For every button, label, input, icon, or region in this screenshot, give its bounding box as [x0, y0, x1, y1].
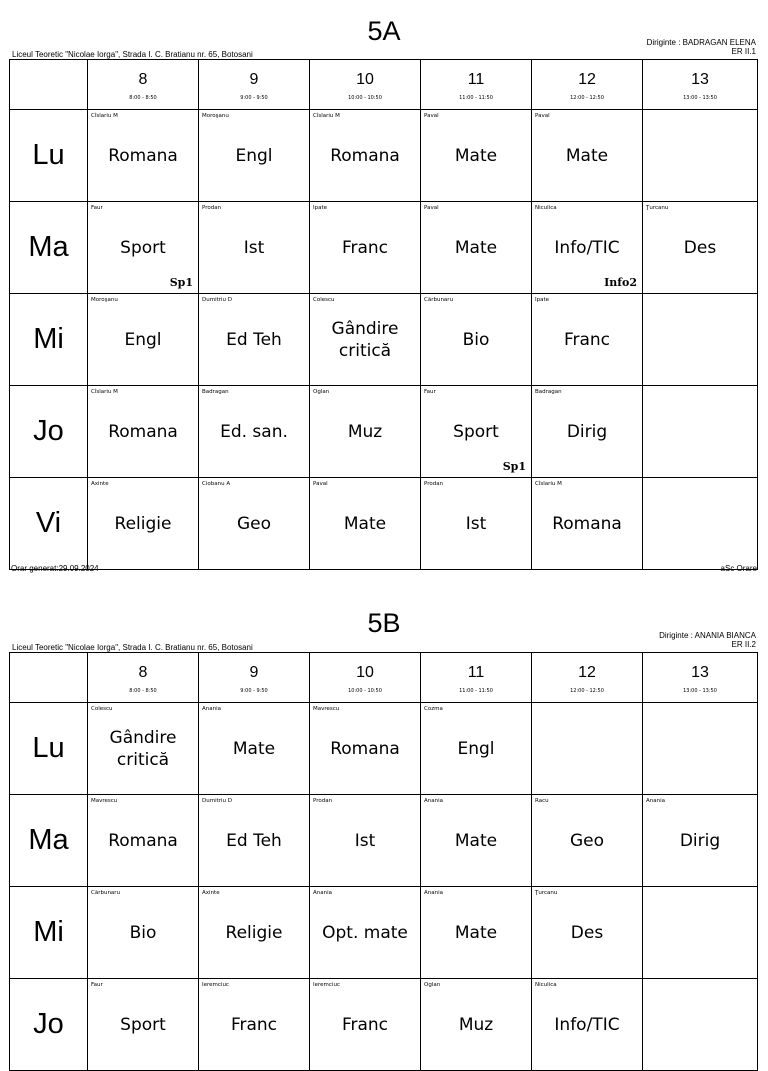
- period-number: 8: [138, 663, 148, 681]
- lesson-teacher: Moroşanu: [91, 297, 118, 303]
- lesson-teacher: Cîslariu M: [91, 113, 118, 119]
- lesson-cell: [643, 110, 758, 202]
- lesson-cell: [310, 202, 421, 294]
- period-number: 12: [578, 663, 596, 681]
- lesson-cell: [421, 703, 532, 795]
- lesson-subject: Franc: [341, 237, 389, 258]
- lesson-cell: [199, 386, 310, 478]
- lesson-subject: Info/TIC: [554, 237, 620, 258]
- lesson-cell: [88, 202, 199, 294]
- period-number: 12: [578, 70, 596, 88]
- lesson-teacher: Cîslariu M: [91, 389, 118, 395]
- lesson-subject: Engl: [124, 329, 162, 350]
- lesson-cell: [421, 202, 532, 294]
- software-credit: aSc Orare: [720, 564, 757, 573]
- lesson-subject: Muz: [347, 421, 383, 442]
- period-header-row: [10, 653, 758, 703]
- lesson-cell: [199, 979, 310, 1071]
- lesson-cell: [643, 887, 758, 979]
- homeroom-teacher: Diriginte : BADRAGAN ELENA: [646, 38, 756, 47]
- lesson-subject: Ed. san.: [220, 421, 288, 442]
- lesson-teacher: Ipate: [535, 297, 550, 303]
- lesson-cell: [199, 202, 310, 294]
- lesson-cell: [643, 202, 758, 294]
- lesson-room: Sp1: [169, 276, 193, 289]
- day-row: [10, 795, 758, 887]
- lesson-subject: Des: [683, 237, 717, 258]
- lesson-subject: Geo: [569, 830, 605, 851]
- period-header: [643, 60, 758, 110]
- homeroom-info: [647, 38, 756, 56]
- lesson-teacher: Axinte: [202, 890, 220, 896]
- lesson-cell: [88, 795, 199, 887]
- lesson-subject: [645, 110, 755, 201]
- period-number: 11: [467, 663, 485, 681]
- lesson-subject: Ist: [465, 513, 487, 534]
- lesson-cell: [643, 386, 758, 478]
- schedule-table: [9, 652, 758, 1071]
- lesson-subject: Romana: [108, 830, 178, 851]
- period-number: 10: [356, 663, 374, 681]
- lesson-cell: [643, 294, 758, 386]
- period-header: [199, 60, 310, 110]
- lesson-teacher: Colescu: [91, 706, 113, 712]
- period-header: [421, 60, 532, 110]
- lesson-subject: Bio: [462, 329, 490, 350]
- lesson-cell: [199, 294, 310, 386]
- period-header: [532, 653, 643, 703]
- lesson-subject: Religie: [114, 513, 172, 534]
- lesson-cell: [310, 703, 421, 795]
- lesson-cell: [532, 795, 643, 887]
- period-number: 13: [691, 663, 709, 681]
- lesson-subject: Romana: [108, 145, 178, 166]
- lesson-subject: Info/TIC: [554, 1014, 620, 1035]
- period-number: 9: [249, 70, 259, 88]
- lesson-subject: Mate: [454, 237, 498, 258]
- lesson-teacher: Ieremciuc: [202, 982, 229, 988]
- lesson-cell: [421, 110, 532, 202]
- lesson-subject: Sport: [120, 237, 166, 258]
- lesson-teacher: Ţurcanu: [535, 890, 558, 896]
- lesson-teacher: Mavrescu: [313, 706, 340, 712]
- lesson-teacher: Anania: [424, 890, 444, 896]
- day-label: Mi: [10, 294, 88, 386]
- lesson-cell: [532, 887, 643, 979]
- day-label: Jo: [10, 386, 88, 478]
- lesson-room: Info2: [604, 276, 637, 289]
- lesson-subject: [645, 294, 755, 385]
- lesson-teacher: Niculica: [535, 982, 557, 988]
- lesson-subject: Muz: [458, 1014, 494, 1035]
- period-header: [310, 60, 421, 110]
- lesson-subject: Mate: [565, 145, 609, 166]
- lesson-subject: Mate: [454, 830, 498, 851]
- lesson-cell: [532, 478, 643, 570]
- lesson-subject: Bio: [129, 922, 157, 943]
- period-time: 12:00 - 12:50: [570, 94, 604, 101]
- lesson-subject: Sport: [453, 421, 499, 442]
- day-label: Vi: [10, 478, 88, 570]
- homeroom-info: [659, 631, 756, 649]
- period-header: [643, 653, 758, 703]
- lesson-teacher: Paval: [424, 113, 439, 119]
- period-time: 13:00 - 13:50: [683, 94, 717, 101]
- lesson-teacher: Ieremciuc: [313, 982, 340, 988]
- period-time: 11:00 - 11:50: [459, 687, 493, 694]
- lesson-subject: Romana: [330, 145, 400, 166]
- lesson-cell: [199, 478, 310, 570]
- lesson-cell: [199, 887, 310, 979]
- lesson-teacher: Colescu: [313, 297, 335, 303]
- lesson-teacher: Paval: [535, 113, 550, 119]
- lesson-cell: [421, 386, 532, 478]
- lesson-teacher: Cîslariu M: [313, 113, 340, 119]
- lesson-cell: [199, 795, 310, 887]
- lesson-cell: [199, 703, 310, 795]
- lesson-subject: Romana: [108, 421, 178, 442]
- lesson-teacher: Cîslariu M: [535, 481, 562, 487]
- lesson-cell: [199, 110, 310, 202]
- lesson-subject: Franc: [341, 1014, 389, 1035]
- lesson-teacher: Anania: [202, 706, 222, 712]
- lesson-subject: Ed Teh: [226, 329, 282, 350]
- lesson-teacher: Moroşanu: [202, 113, 229, 119]
- day-label: Ma: [10, 202, 88, 294]
- period-header-row: [10, 60, 758, 110]
- lesson-subject: Romana: [330, 738, 400, 759]
- lesson-subject: Romana: [552, 513, 622, 534]
- homeroom-teacher: Diriginte : ANANIA BIANCA: [659, 631, 756, 640]
- period-time: 12:00 - 12:50: [570, 687, 604, 694]
- lesson-cell: [532, 294, 643, 386]
- lesson-teacher: Dumitriu D: [202, 297, 233, 303]
- period-time: 13:00 - 13:50: [683, 687, 717, 694]
- lesson-cell: [532, 703, 643, 795]
- lesson-cell: [643, 795, 758, 887]
- lesson-cell: [88, 703, 199, 795]
- day-row: [10, 294, 758, 386]
- lesson-subject: Franc: [230, 1014, 278, 1035]
- lesson-subject: Geo: [236, 513, 272, 534]
- day-row: [10, 887, 758, 979]
- lesson-teacher: Oglan: [313, 389, 330, 395]
- lesson-subject: Dirig: [566, 421, 608, 442]
- lesson-cell: [643, 478, 758, 570]
- class-title: 5B: [367, 608, 401, 638]
- generated-date: Orar generat:29.09.2024: [11, 564, 99, 573]
- lesson-teacher: Dumitriu D: [202, 798, 233, 804]
- lesson-teacher: Badragan: [202, 389, 229, 395]
- lesson-teacher: Badragan: [535, 389, 562, 395]
- day-label: Lu: [10, 703, 88, 795]
- lesson-teacher: Paval: [424, 205, 439, 211]
- lesson-cell: [88, 979, 199, 1071]
- lesson-cell: [310, 294, 421, 386]
- lesson-subject: Mate: [232, 738, 276, 759]
- lesson-subject: Dirig: [679, 830, 721, 851]
- lesson-subject: [645, 386, 755, 477]
- lesson-subject: Ist: [243, 237, 265, 258]
- school-address: Liceul Teoretic "Nicolae Iorga", Strada I. C. Bratianu nr. 65, Botosani: [12, 643, 253, 652]
- lesson-subject: [645, 887, 755, 978]
- lesson-teacher: Anania: [646, 798, 666, 804]
- homeroom-room: ER II.2: [731, 640, 756, 649]
- school-address: Liceul Teoretic "Nicolae Iorga", Strada I. C. Bratianu nr. 65, Botosani: [12, 50, 253, 59]
- period-time: 11:00 - 11:50: [459, 94, 493, 101]
- lesson-cell: [643, 703, 758, 795]
- lesson-cell: [532, 386, 643, 478]
- period-time: 10:00 - 10:50: [348, 687, 382, 694]
- lesson-teacher: Cărbunaru: [91, 890, 121, 896]
- lesson-cell: [532, 110, 643, 202]
- lesson-subject: Sport: [120, 1014, 166, 1035]
- lesson-subject: Opt. mate: [322, 922, 408, 943]
- lesson-cell: [310, 979, 421, 1071]
- day-row: [10, 110, 758, 202]
- lesson-subject: Des: [570, 922, 604, 943]
- lesson-cell: [88, 294, 199, 386]
- lesson-subject: [534, 703, 640, 794]
- lesson-teacher: Niculica: [535, 205, 557, 211]
- day-label: Jo: [10, 979, 88, 1071]
- lesson-cell: [310, 386, 421, 478]
- lesson-subject: Franc: [563, 329, 611, 350]
- lesson-teacher: Faur: [91, 205, 103, 211]
- day-row: [10, 202, 758, 294]
- period-header: [88, 653, 199, 703]
- lesson-cell: [532, 202, 643, 294]
- lesson-cell: [532, 979, 643, 1071]
- lesson-teacher: Cărbunaru: [424, 297, 454, 303]
- lesson-subject: Ist: [354, 830, 376, 851]
- lesson-teacher: Axinte: [91, 481, 109, 487]
- period-number: 9: [249, 663, 259, 681]
- lesson-room: Sp1: [502, 460, 526, 473]
- period-time: 10:00 - 10:50: [348, 94, 382, 101]
- period-time: 9:00 - 9:50: [240, 94, 268, 101]
- day-label: Mi: [10, 887, 88, 979]
- lesson-cell: [421, 887, 532, 979]
- lesson-teacher: Oglan: [424, 982, 441, 988]
- lesson-subject: Engl: [457, 738, 495, 759]
- lesson-cell: [421, 979, 532, 1071]
- day-row: [10, 703, 758, 795]
- lesson-cell: [88, 887, 199, 979]
- period-number: 10: [356, 70, 374, 88]
- lesson-subject: Mate: [454, 922, 498, 943]
- lesson-cell: [88, 386, 199, 478]
- lesson-teacher: Mavrescu: [91, 798, 118, 804]
- period-number: 11: [467, 70, 485, 88]
- lesson-cell: [421, 294, 532, 386]
- lesson-teacher: Anania: [313, 890, 333, 896]
- lesson-subject: Mate: [454, 145, 498, 166]
- lesson-cell: [643, 979, 758, 1071]
- timetable-5b: [0, 594, 768, 1040]
- class-title: 5A: [367, 16, 401, 46]
- lesson-cell: [88, 110, 199, 202]
- lesson-cell: [88, 478, 199, 570]
- lesson-subject: [645, 979, 755, 1070]
- lesson-subject: [645, 703, 755, 794]
- lesson-cell: [310, 795, 421, 887]
- lesson-teacher: Faur: [424, 389, 436, 395]
- period-header: [310, 653, 421, 703]
- lesson-subject: Religie: [225, 922, 283, 943]
- lesson-teacher: Faur: [91, 982, 103, 988]
- corner-cell: [10, 653, 88, 703]
- period-header: [532, 60, 643, 110]
- lesson-cell: [310, 887, 421, 979]
- day-row: [10, 386, 758, 478]
- lesson-subject: [645, 478, 755, 569]
- lesson-teacher: Prodan: [202, 205, 222, 211]
- lesson-teacher: Anania: [424, 798, 444, 804]
- period-header: [88, 60, 199, 110]
- period-number: 13: [691, 70, 709, 88]
- lesson-teacher: Ciobanu A: [202, 481, 231, 487]
- period-header: [421, 653, 532, 703]
- lesson-cell: [310, 478, 421, 570]
- lesson-subject: Gândire critică: [109, 727, 177, 770]
- period-time: 8:00 - 8:50: [129, 94, 157, 101]
- lesson-subject: Engl: [235, 145, 273, 166]
- lesson-teacher: Prodan: [424, 481, 444, 487]
- schedule-table: [9, 59, 758, 570]
- lesson-teacher: Paval: [313, 481, 328, 487]
- lesson-cell: [421, 795, 532, 887]
- period-time: 8:00 - 8:50: [129, 687, 157, 694]
- period-number: 8: [138, 70, 148, 88]
- lesson-cell: [421, 478, 532, 570]
- lesson-subject: Gândire critică: [331, 318, 399, 361]
- lesson-cell: [310, 110, 421, 202]
- lesson-teacher: Ipate: [313, 205, 328, 211]
- corner-cell: [10, 60, 88, 110]
- day-row: [10, 979, 758, 1071]
- day-label: Lu: [10, 110, 88, 202]
- day-row: [10, 478, 758, 570]
- period-time: 9:00 - 9:50: [240, 687, 268, 694]
- lesson-teacher: Racu: [535, 798, 549, 804]
- day-label: Ma: [10, 795, 88, 887]
- lesson-teacher: Ţurcanu: [646, 205, 669, 211]
- lesson-subject: Mate: [343, 513, 387, 534]
- lesson-subject: Ed Teh: [226, 830, 282, 851]
- lesson-teacher: Prodan: [313, 798, 333, 804]
- period-header: [199, 653, 310, 703]
- homeroom-room: ER II.1: [731, 47, 756, 56]
- lesson-teacher: Cozma: [424, 706, 443, 712]
